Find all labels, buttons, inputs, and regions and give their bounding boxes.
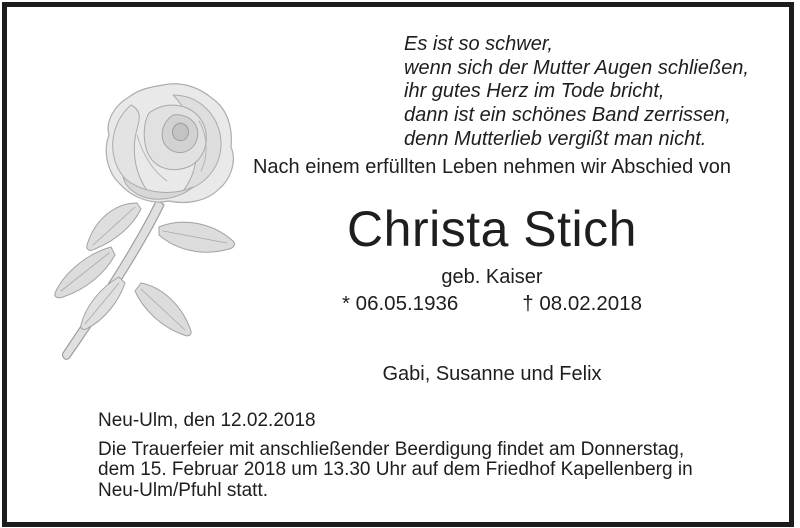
funeral-info-line: Neu-Ulm/Pfuhl statt. — [98, 479, 268, 501]
farewell-intro-line: Nach einem erfüllten Leben nehmen wir Abschied von — [252, 156, 732, 178]
poem-line: wenn sich der Mutter Augen schließen, — [404, 56, 749, 79]
death-date: † 08.02.2018 — [522, 292, 642, 315]
poem-line: denn Mutterlieb vergißt man nicht. — [404, 127, 707, 150]
notice-frame — [2, 2, 794, 527]
deceased-name: Christa Stich — [347, 201, 637, 257]
funeral-info-line: dem 15. Februar 2018 um 13.30 Uhr auf dem Friedhof Kapellenberg in — [98, 459, 693, 481]
poem-line: Es ist so schwer, — [404, 33, 553, 55]
maiden-name: geb. Kaiser — [441, 266, 543, 288]
birth-date: * 06.05.1936 — [342, 292, 459, 315]
rose-illustration — [47, 77, 267, 377]
place-and-date-line: Neu-Ulm, den 12.02.2018 — [98, 410, 316, 431]
funeral-info-line: Die Trauerfeier mit anschließender Beerdigung findet am Donnerstag, — [98, 439, 685, 460]
poem-line: ihr gutes Herz im Tode bricht, — [404, 80, 665, 103]
mourners-line: Gabi, Susanne und Felix — [382, 363, 602, 385]
life-dates — [237, 292, 747, 316]
poem-line: dann ist ein schönes Band zerrissen, — [404, 104, 731, 127]
funeral-info — [98, 440, 693, 501]
memorial-poem — [404, 33, 749, 152]
